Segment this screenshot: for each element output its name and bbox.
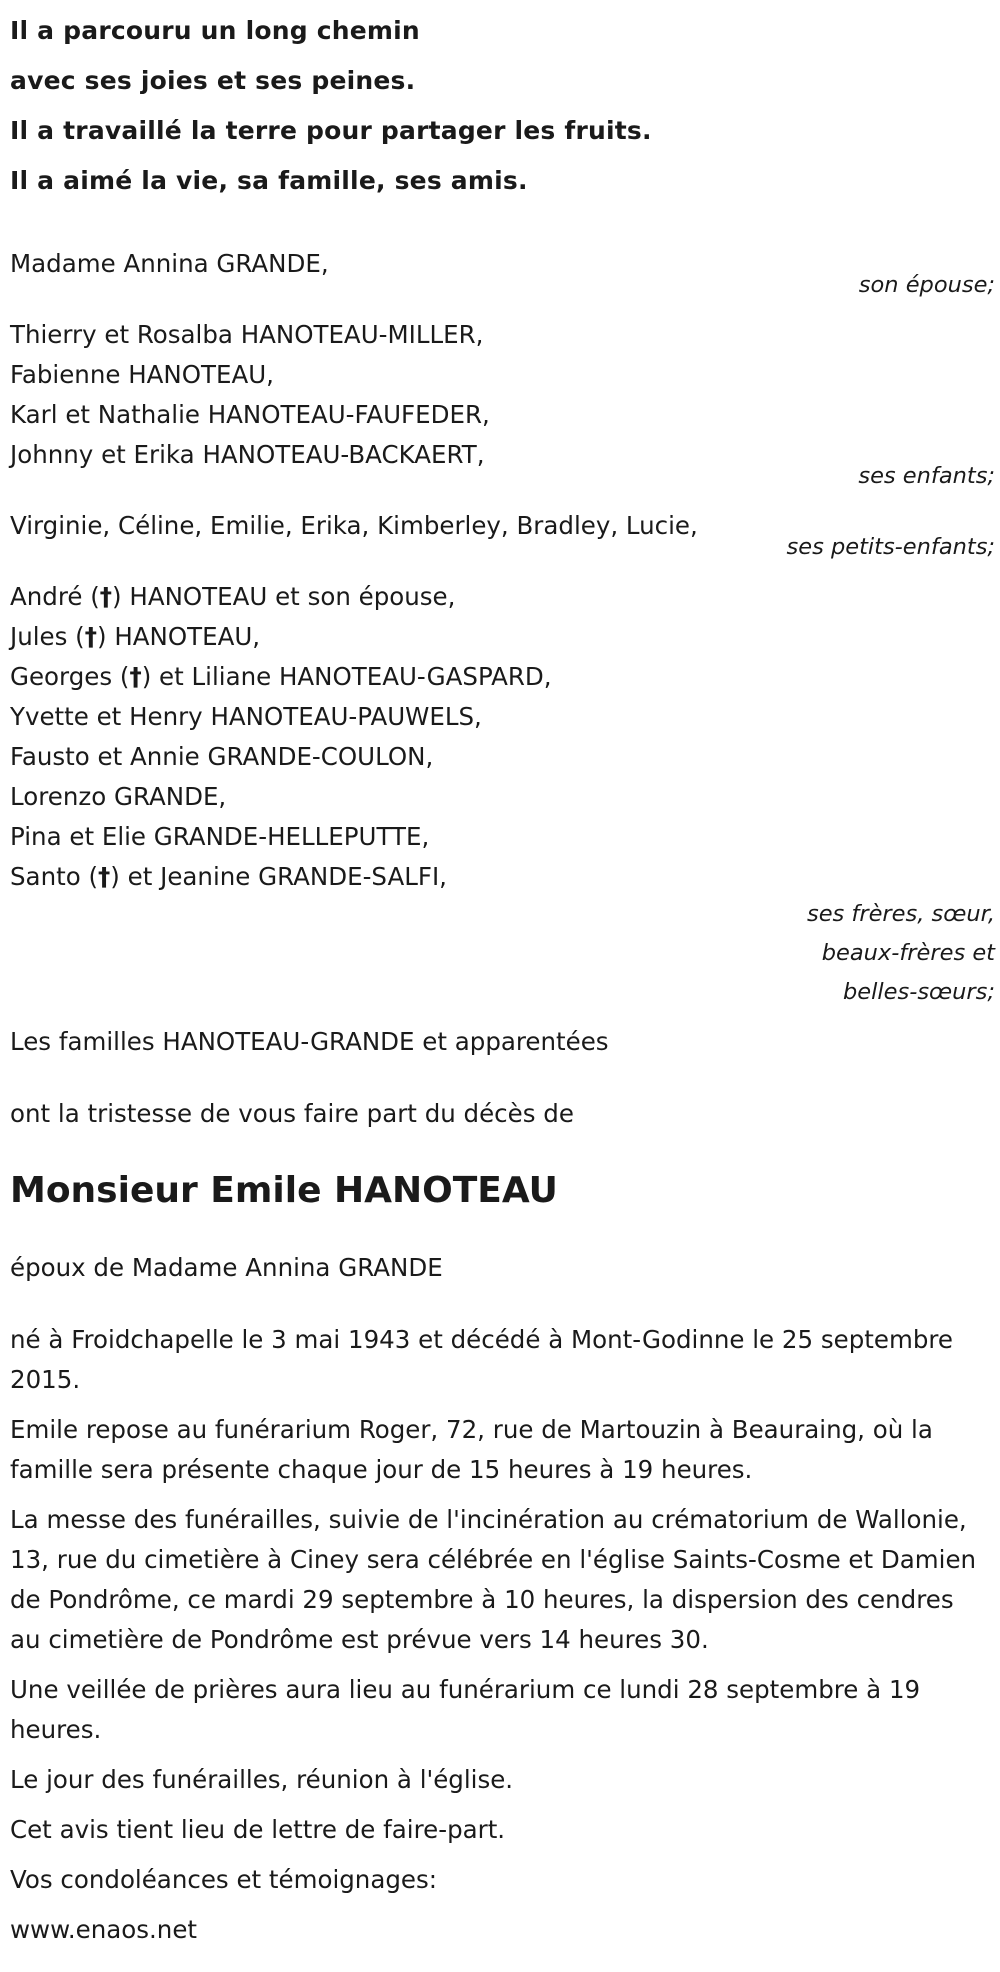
spacer: [10, 305, 1000, 315]
grandchildren-group: [10, 506, 1000, 567]
spacer: [10, 1062, 1000, 1094]
spacer: [10, 1490, 1000, 1500]
spacer: [10, 1288, 1000, 1320]
poem-line: Il a parcouru un long chemin: [10, 16, 420, 45]
child-name: Fabienne HANOTEAU,: [10, 360, 274, 389]
sibling-name: Georges (†) et Liliane HANOTEAU-GASPARD,: [10, 662, 552, 691]
paragraph: Vos condoléances et témoignages:: [10, 1865, 437, 1894]
sibling-name: Pina et Elie GRANDE-HELLEPUTTE,: [10, 822, 430, 851]
deceased-name: Monsieur Emile HANOTEAU: [10, 1170, 558, 1211]
sibling-name: André (†) HANOTEAU et son épouse,: [10, 582, 456, 611]
paragraph: Une veillée de prières aura lieu au funérarium ce lundi 28 septembre à 19 heures.: [10, 1675, 921, 1744]
child-name: Karl et Nathalie HANOTEAU-FAUFEDER,: [10, 400, 490, 429]
announcement-line: ont la tristesse de vous faire part du décès de: [10, 1099, 574, 1128]
paragraph: Emile repose au funérarium Roger, 72, rue de Martouzin à Beauraing, où la famille sera présente chaque jour de 15 heures à 19 heures.: [10, 1415, 933, 1484]
grandchildren-names: Virginie, Céline, Emilie, Erika, Kimberley, Bradley, Lucie,: [10, 511, 698, 540]
siblings-role: belles-sœurs;: [843, 979, 995, 1005]
child-name: Thierry et Rosalba HANOTEAU-MILLER,: [10, 320, 484, 349]
spacer: [10, 1660, 1000, 1670]
spacer: [10, 567, 1000, 577]
children-group: [10, 315, 1000, 496]
spacer: [10, 1012, 1000, 1022]
spacer: [10, 1750, 1000, 1760]
paragraph: Cet avis tient lieu de lettre de faire-part.: [10, 1815, 506, 1844]
spouse-of-line: époux de Madame Annina GRANDE: [10, 1253, 443, 1282]
poem-line: Il a travaillé la terre pour partager les fruits.: [10, 116, 652, 145]
spacer: [10, 1900, 1000, 1910]
poem: [10, 0, 1000, 206]
poem-line: avec ses joies et ses peines.: [10, 66, 416, 95]
families-line: Les familles HANOTEAU-GRANDE et apparentées: [10, 1027, 609, 1056]
deceased-cross-icon: †: [98, 862, 111, 891]
sibling-name: Fausto et Annie GRANDE-COULON,: [10, 742, 434, 771]
siblings-role: ses frères, sœur,: [806, 901, 995, 927]
deceased-cross-icon: †: [99, 582, 113, 611]
child-name: Johnny et Erika HANOTEAU-BACKAERT,: [10, 440, 485, 469]
siblings-role: beaux-frères et: [821, 940, 995, 966]
deceased-cross-icon: †: [84, 622, 97, 651]
spacer: [10, 496, 1000, 506]
spacer: [10, 1800, 1000, 1810]
grandchildren-role: ses petits-enfants;: [786, 534, 995, 560]
poem-line: Il a aimé la vie, sa famille, ses amis.: [10, 166, 528, 195]
paragraph: La messe des funérailles, suivie de l'incinération au crématorium de Wallonie, 13, rue du cimetière à Ciney sera célébrée en l'église Saints-Cosme et Damien de Pondrôme, ce mardi 29 septembre à 10 heures, la dispersion des cendres au cimetière de Pondrôme est prévue vers 14 heures 30.: [10, 1505, 977, 1654]
spacer: [10, 206, 1000, 244]
children-role: ses enfants;: [858, 463, 995, 489]
spouse-group: [10, 244, 1000, 305]
spacer: [10, 1850, 1000, 1860]
paragraph: né à Froidchapelle le 3 mai 1943 et décédé à Mont-Godinne le 25 septembre 2015.: [10, 1325, 953, 1394]
spouse-name: Madame Annina GRANDE,: [10, 249, 329, 278]
siblings-group: [10, 577, 1000, 1012]
sibling-name: Santo (†) et Jeanine GRANDE-SALFI,: [10, 862, 447, 891]
spacer: [10, 1400, 1000, 1410]
website-link[interactable]: www.enaos.net: [10, 1915, 198, 1944]
sibling-name: Jules (†) HANOTEAU,: [10, 622, 261, 651]
deceased-cross-icon: †: [129, 662, 142, 691]
spacer: [10, 1216, 1000, 1248]
sibling-name: Lorenzo GRANDE,: [10, 782, 227, 811]
spouse-role: son épouse;: [858, 272, 995, 298]
paragraph: Le jour des funérailles, réunion à l'église.: [10, 1765, 514, 1794]
sibling-name: Yvette et Henry HANOTEAU-PAUWELS,: [10, 702, 482, 731]
spacer: [10, 1134, 1000, 1166]
